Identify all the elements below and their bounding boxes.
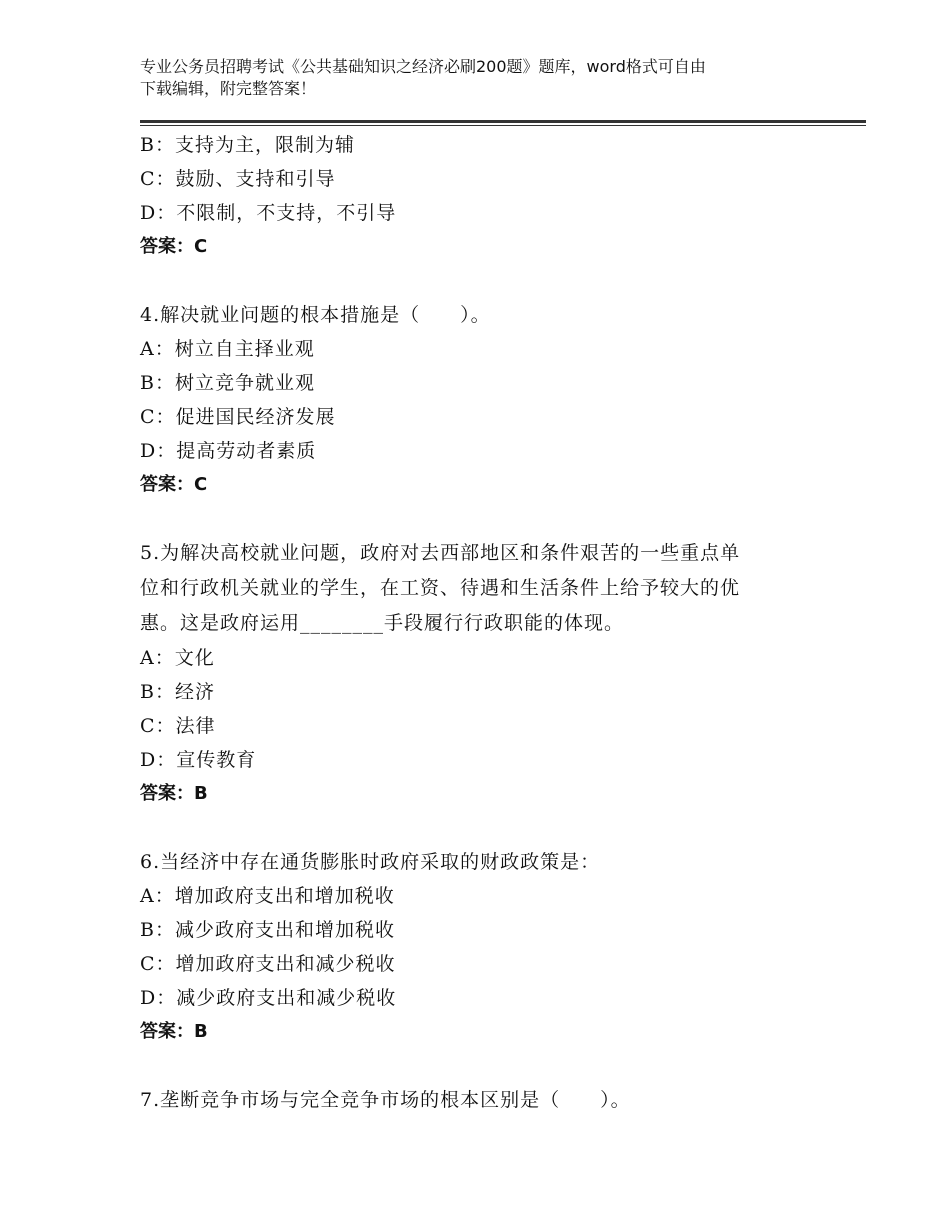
option-c: C：增加政府支出和减少税收 [140, 953, 396, 975]
question-3 [140, 128, 820, 264]
header-line-1: 专业公务员招聘考试《公共基础知识之经济必刷200题》题库，word格式可自由 [140, 57, 706, 76]
option-a: A：文化 [140, 647, 215, 669]
spacer [140, 1049, 820, 1083]
option-d: D：提高劳动者素质 [140, 440, 317, 462]
question-text: 4.解决就业问题的根本措施是（ ）。 [140, 304, 491, 326]
answer: 答案：B [140, 1021, 208, 1042]
spacer [140, 264, 820, 298]
spacer [140, 811, 820, 845]
question-text-line-2: 位和行政机关就业的学生，在工资、待遇和生活条件上给予较大的优 [140, 577, 741, 599]
question-5 [140, 536, 820, 811]
option-b: B：经济 [140, 681, 215, 703]
option-b: B：树立竞争就业观 [140, 372, 315, 394]
header-rule-thin [140, 125, 866, 126]
option-a: A：树立自主择业观 [140, 338, 315, 360]
option-c: C：鼓励、支持和引导 [140, 168, 336, 190]
question-6 [140, 845, 820, 1049]
question-list [140, 128, 820, 1117]
question-text-line-3: 惠。这是政府运用________手段履行行政职能的体现。 [140, 612, 625, 634]
question-text-line-1: 5.为解决高校就业问题，政府对去西部地区和条件艰苦的一些重点单 [140, 542, 741, 564]
header-line-2: 下载编辑，附完整答案！ [140, 79, 317, 98]
option-c: C：促进国民经济发展 [140, 406, 336, 428]
answer: 答案：B [140, 783, 208, 804]
question-text: 6.当经济中存在通货膨胀时政府采取的财政政策是： [140, 851, 601, 873]
option-d: D：减少政府支出和减少税收 [140, 987, 397, 1009]
question-7 [140, 1083, 820, 1117]
option-a: A：增加政府支出和增加税收 [140, 885, 395, 907]
spacer [140, 502, 820, 536]
answer: 答案：C [140, 236, 208, 257]
question-text: 7.垄断竞争市场与完全竞争市场的根本区别是（ ）。 [140, 1089, 631, 1111]
option-c: C：法律 [140, 715, 216, 737]
question-4 [140, 298, 820, 502]
answer: 答案：C [140, 474, 208, 495]
page-header [140, 56, 820, 100]
option-d: D：宣传教育 [140, 749, 257, 771]
header-rule-thick [140, 120, 866, 123]
option-b: B：支持为主，限制为辅 [140, 134, 355, 156]
option-b: B：减少政府支出和增加税收 [140, 919, 395, 941]
option-d: D：不限制，不支持，不引导 [140, 202, 397, 224]
